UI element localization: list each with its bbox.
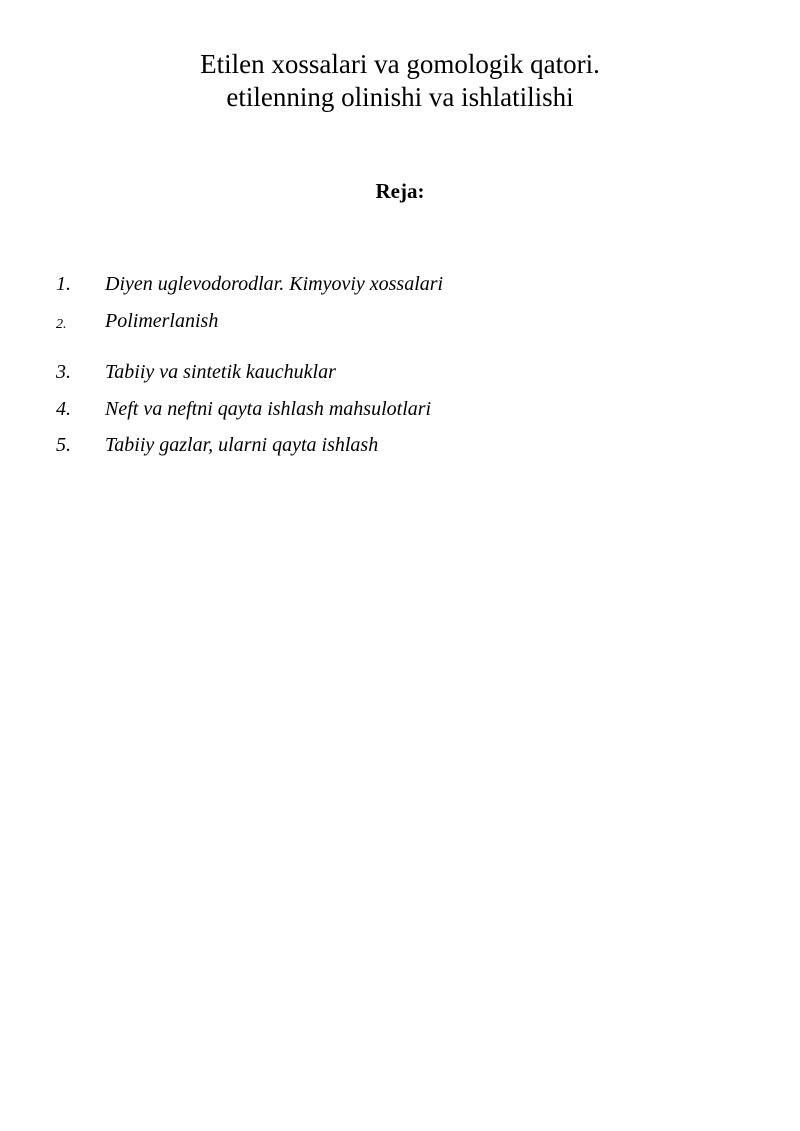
title-line-1: Etilen xossalari va gomologik qatori. (200, 49, 600, 79)
plan-item-text: Diyen uglevodorodlar. Kimyoviy xossalari (105, 273, 444, 295)
plan-item-text: Neft va neftni qayta ishlash mahsulotlari (105, 398, 432, 420)
plan-item-text: Tabiiy va sintetik kauchuklar (105, 361, 336, 383)
title-line-2: etilenning olinishi va ishlatilishi (226, 82, 574, 112)
plan-item-number: 5. (56, 434, 71, 456)
document-title (0, 48, 800, 114)
plan-item-text: Tabiiy gazlar, ularni qayta ishlash (105, 434, 379, 456)
plan-item-number: 2. (56, 317, 67, 332)
plan-item-text: Polimerlanish (105, 310, 219, 332)
plan-heading: Reja: (375, 179, 425, 203)
plan-item-number: 3. (56, 361, 71, 383)
plan-item-number: 1. (56, 273, 71, 295)
plan-item-number: 4. (56, 398, 71, 420)
